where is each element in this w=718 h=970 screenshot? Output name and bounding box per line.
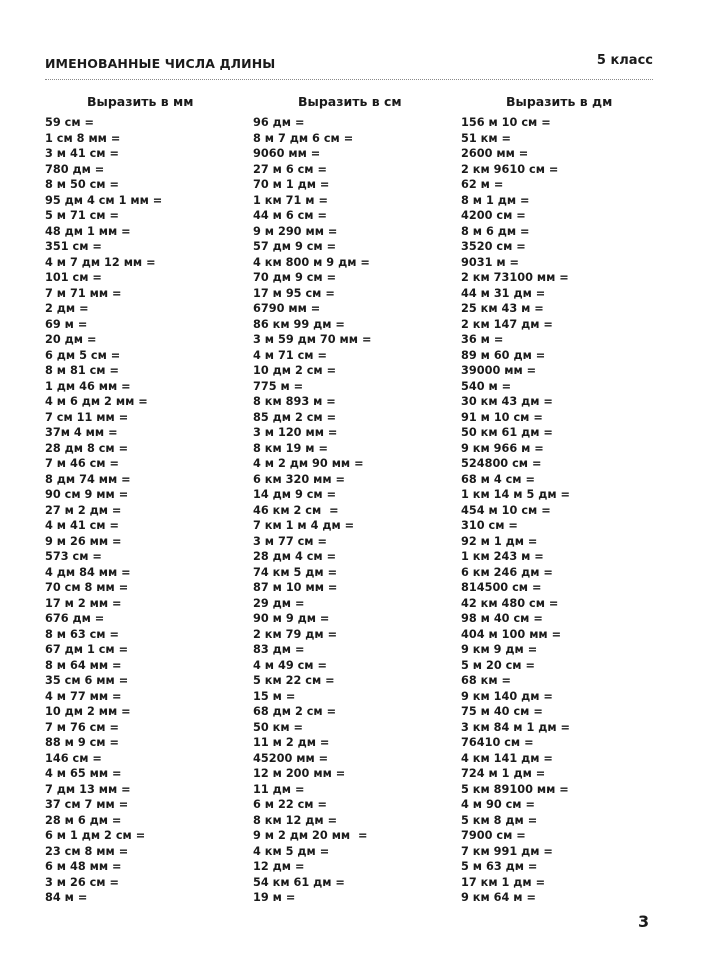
exercise-item: 17 м 95 см =: [253, 286, 335, 300]
column-cm: [253, 94, 453, 906]
exercise-item: 70 см 8 мм =: [45, 581, 129, 594]
exercise-item: 7 см 11 мм =: [45, 410, 129, 424]
exercise-item: 8 км 893 м =: [253, 395, 336, 408]
exercise-item: 70 м 1 дм =: [253, 178, 330, 191]
exercise-item: 8 м 1 дм =: [461, 193, 530, 207]
exercise-item: 5 км 8 дм =: [461, 813, 538, 827]
exercise-item: 2 дм =: [45, 302, 89, 315]
exercise-item: 5 м 63 дм =: [461, 860, 538, 873]
exercise-item: 7 км 1 м 4 дм =: [253, 519, 355, 532]
exercise-item: 14 дм 9 см =: [253, 488, 337, 501]
exercise-item: 68 м 4 см =: [461, 472, 535, 486]
exercise-item: 96 дм =: [253, 116, 305, 129]
exercise-item: 68 дм 2 см =: [253, 705, 337, 718]
exercise-item: 8 км 12 дм =: [253, 813, 338, 827]
exercise-item: 27 м 6 см =: [253, 162, 327, 176]
exercise-item: 70 дм 9 см =: [253, 271, 337, 284]
exercise-item: 6790 мм =: [253, 302, 321, 315]
exercise-item: 8 м 50 см =: [45, 178, 119, 191]
column-mm: [45, 94, 245, 906]
exercise-item: 8 км 19 м =: [253, 441, 328, 455]
exercise-item: 9 км 9 дм =: [461, 643, 538, 656]
exercise-item: 4 м 71 см =: [253, 348, 327, 362]
exercise-item: 45200 мм =: [253, 751, 329, 765]
exercise-item: 4 м 6 дм 2 мм =: [45, 395, 148, 408]
exercise-item: 39000 мм =: [461, 364, 537, 377]
exercise-list: [253, 115, 453, 906]
exercise-item: 50 км =: [253, 720, 303, 734]
exercise-item: 11 дм =: [253, 782, 305, 796]
exercise-item: 3520 см =: [461, 240, 526, 253]
exercise-item: 2 км 147 дм =: [461, 317, 553, 331]
exercise-item: 76410 см =: [461, 736, 534, 749]
exercise-item: 5 м 71 см =: [45, 209, 119, 222]
grade-label: 5 класс: [596, 53, 653, 68]
exercise-item: 6 м 1 дм 2 см =: [45, 829, 146, 842]
exercise-item: 4 м 2 дм 90 мм =: [253, 457, 364, 470]
exercise-item: 524800 см =: [461, 457, 542, 470]
exercise-item: 540 м =: [461, 379, 512, 393]
exercise-item: 4 км 800 м 9 дм =: [253, 255, 370, 269]
exercise-item: 44 м 31 дм =: [461, 286, 546, 300]
exercise-list: [45, 115, 245, 906]
exercise-item: 86 км 99 дм =: [253, 317, 345, 331]
exercise-item: 7900 см =: [461, 829, 526, 842]
exercise-item: 7 м 46 см =: [45, 457, 119, 470]
exercise-item: 351 см =: [45, 240, 102, 253]
exercise-item: 4 м 41 см =: [45, 519, 119, 532]
exercise-item: 775 м =: [253, 379, 304, 393]
exercise-item: 6 м 22 см =: [253, 798, 327, 811]
exercise-item: 573 см =: [45, 550, 102, 563]
exercise-item: 4 км 5 дм =: [253, 844, 330, 858]
exercise-item: 89 м 60 дм =: [461, 348, 546, 362]
exercise-item: 68 км =: [461, 674, 511, 687]
exercise-item: 88 м 9 см =: [45, 736, 119, 749]
exercise-item: 3 м 77 см =: [253, 534, 327, 548]
exercise-item: 4 км 141 дм =: [461, 751, 553, 765]
exercise-item: 29 дм =: [253, 596, 305, 610]
exercise-item: 12 дм =: [253, 860, 305, 873]
exercise-item: 4 дм 84 мм =: [45, 565, 131, 579]
exercise-item: 17 м 2 мм =: [45, 596, 122, 610]
exercise-item: 37м 4 мм =: [45, 426, 118, 439]
page-title: ИМЕНОВАННЫЕ ЧИСЛА ДЛИНЫ: [45, 56, 276, 71]
exercise-item: 3 км 84 м 1 дм =: [461, 720, 570, 734]
exercise-item: 10 дм 2 мм =: [45, 705, 131, 718]
exercise-item: 3 м 59 дм 70 мм =: [253, 333, 372, 346]
exercise-item: 3 м 41 см =: [45, 147, 119, 160]
exercise-item: 90 см 9 мм =: [45, 488, 129, 501]
page-header: [45, 52, 653, 76]
exercise-item: 4 м 7 дм 12 мм =: [45, 255, 156, 269]
exercise-item: 62 м =: [461, 178, 504, 191]
exercise-item: 2 км 9610 см =: [461, 162, 559, 176]
exercise-item: 57 дм 9 см =: [253, 240, 337, 253]
exercise-item: 91 м 10 см =: [461, 410, 543, 424]
exercise-item: 84 м =: [45, 891, 88, 904]
exercise-item: 28 дм 4 см =: [253, 550, 337, 563]
exercise-item: 30 км 43 дм =: [461, 395, 553, 408]
exercise-item: 98 м 40 см =: [461, 612, 543, 625]
exercise-item: 28 дм 8 см =: [45, 441, 129, 455]
exercise-item: 4200 см =: [461, 209, 526, 222]
exercise-item: 23 см 8 мм =: [45, 844, 129, 858]
column-dm: [461, 94, 661, 906]
exercise-item: 724 м 1 дм =: [461, 767, 546, 780]
exercise-item: 20 дм =: [45, 333, 97, 346]
dotted-divider: [45, 79, 653, 80]
exercise-item: 4 м 49 см =: [253, 658, 327, 672]
exercise-item: 59 см =: [45, 116, 94, 129]
exercise-item: 11 м 2 дм =: [253, 736, 330, 749]
exercise-item: 9060 мм =: [253, 147, 321, 160]
exercise-item: 74 км 5 дм =: [253, 565, 338, 579]
exercise-item: 6 м 48 мм =: [45, 860, 122, 873]
exercise-item: 83 дм =: [253, 643, 305, 656]
exercise-item: 15 м =: [253, 689, 296, 703]
exercise-item: 1 км 14 м 5 дм =: [461, 488, 570, 501]
exercise-item: 146 см =: [45, 751, 102, 765]
exercise-item: 404 м 100 мм =: [461, 627, 562, 641]
exercise-item: 7 м 71 мм =: [45, 286, 122, 300]
exercise-item: 156 м 10 см =: [461, 116, 551, 129]
exercise-item: 5 км 22 см =: [253, 674, 335, 687]
exercise-item: 4 м 77 мм =: [45, 689, 122, 703]
page-number: 3: [638, 912, 650, 931]
exercise-item: 8 дм 74 мм =: [45, 472, 131, 486]
exercise-item: 67 дм 1 см =: [45, 643, 129, 656]
exercise-item: 8 м 63 см =: [45, 627, 119, 641]
column-heading: Выразить в см: [298, 94, 402, 109]
exercise-item: 8 м 81 см =: [45, 364, 119, 377]
exercise-item: 2 км 79 дм =: [253, 627, 338, 641]
exercise-item: 35 см 6 мм =: [45, 674, 129, 687]
column-heading: Выразить в дм: [506, 94, 613, 109]
exercise-item: 7 м 76 см =: [45, 720, 119, 734]
exercise-item: 85 дм 2 см =: [253, 410, 337, 424]
exercise-item: 48 дм 1 мм =: [45, 224, 131, 238]
exercise-item: 9 м 290 мм =: [253, 224, 338, 238]
exercise-item: 10 дм 2 см =: [253, 364, 337, 377]
exercise-item: 42 км 480 см =: [461, 596, 559, 610]
exercise-item: 46 км 2 см =: [253, 503, 339, 517]
exercise-item: 6 км 246 дм =: [461, 565, 553, 579]
exercise-item: 95 дм 4 см 1 мм =: [45, 193, 163, 207]
exercise-item: 9 м 2 дм 20 мм =: [253, 829, 368, 842]
exercise-item: 5 км 89100 мм =: [461, 782, 569, 796]
exercise-item: 8 м 6 дм =: [461, 224, 530, 238]
exercise-item: 51 км =: [461, 131, 511, 145]
exercise-item: 3 м 120 мм =: [253, 426, 338, 439]
exercise-item: 9031 м =: [461, 255, 520, 269]
exercise-item: 9 км 64 м =: [461, 891, 536, 904]
exercise-item: 454 м 10 см =: [461, 503, 551, 517]
exercise-item: 1 дм 46 мм =: [45, 379, 131, 393]
exercise-item: 87 м 10 мм =: [253, 581, 338, 594]
exercise-item: 17 км 1 дм =: [461, 875, 546, 889]
exercise-item: 75 м 40 см =: [461, 705, 543, 718]
exercise-item: 310 см =: [461, 519, 518, 532]
exercise-item: 814500 см =: [461, 581, 542, 594]
exercise-item: 1 км 71 м =: [253, 193, 328, 207]
exercise-item: 90 м 9 дм =: [253, 612, 330, 625]
exercise-item: 2 км 73100 мм =: [461, 271, 569, 284]
exercise-list: [461, 115, 661, 906]
exercise-item: 6 дм 5 см =: [45, 348, 121, 362]
exercise-item: 6 км 320 мм =: [253, 472, 346, 486]
exercise-item: 19 м =: [253, 891, 296, 904]
exercise-item: 12 м 200 мм =: [253, 767, 346, 780]
exercise-item: 8 м 64 мм =: [45, 658, 122, 672]
exercise-item: 44 м 6 см =: [253, 209, 327, 222]
exercise-item: 2600 мм =: [461, 147, 529, 160]
exercise-item: 28 м 6 дм =: [45, 813, 122, 827]
exercise-item: 1 см 8 мм =: [45, 131, 121, 145]
exercise-item: 3 м 26 см =: [45, 875, 119, 889]
exercise-item: 25 км 43 м =: [461, 302, 544, 315]
exercise-item: 676 дм =: [45, 612, 105, 625]
column-heading: Выразить в мм: [87, 94, 194, 109]
exercise-item: 37 см 7 мм =: [45, 798, 129, 811]
exercise-item: 8 м 7 дм 6 см =: [253, 131, 354, 145]
exercise-item: 69 м =: [45, 317, 88, 331]
exercise-item: 4 м 90 см =: [461, 798, 535, 811]
exercise-item: 4 м 65 мм =: [45, 767, 122, 780]
exercise-item: 101 см =: [45, 271, 102, 284]
exercise-item: 27 м 2 дм =: [45, 503, 122, 517]
exercise-item: 7 км 991 дм =: [461, 844, 553, 858]
exercise-item: 54 км 61 дм =: [253, 875, 345, 889]
exercise-item: 1 км 243 м =: [461, 550, 544, 563]
exercise-item: 9 м 26 мм =: [45, 534, 122, 548]
exercise-item: 50 км 61 дм =: [461, 426, 553, 439]
exercise-item: 36 м =: [461, 333, 504, 346]
exercise-item: 9 км 966 м =: [461, 441, 544, 455]
exercise-item: 9 км 140 дм =: [461, 689, 553, 703]
exercise-item: 7 дм 13 мм =: [45, 782, 131, 796]
exercise-item: 5 м 20 см =: [461, 658, 535, 672]
exercise-item: 780 дм =: [45, 162, 105, 176]
exercise-item: 92 м 1 дм =: [461, 534, 538, 548]
